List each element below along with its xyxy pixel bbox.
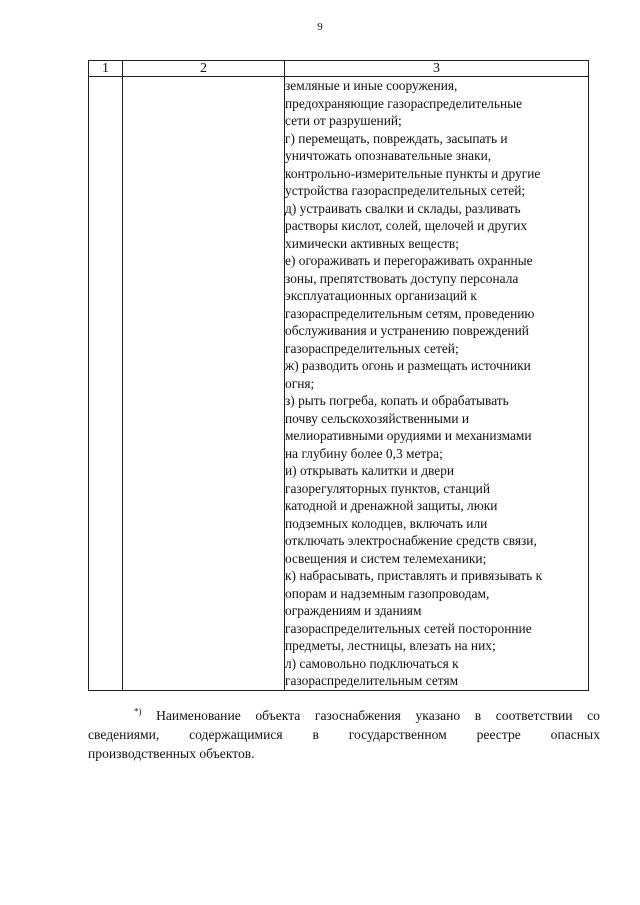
cell-text-line: к) набрасывать, приставлять и привязывать к <box>285 568 543 583</box>
table-header-row <box>89 61 589 77</box>
footnote-line-3: производственных объектов. <box>88 746 255 761</box>
cell-text-line: освещения и систем телемеханики; <box>285 550 487 566</box>
cell-text-line: на глубину более 0,3 метра; <box>285 445 443 461</box>
column-3-cell <box>285 77 589 691</box>
cell-text-line: мелиоративными орудиями и механизмами <box>285 428 532 443</box>
cell-text-line: отключать электроснабжение средств связи, <box>285 533 537 548</box>
cell-text-line: уничтожать опознавательные знаки, <box>285 148 492 163</box>
cell-text-line: растворы кислот, солей, щелочей и других <box>285 218 528 233</box>
cell-text-line: обслуживания и устранению повреждений <box>285 323 529 338</box>
cell-text-line: зоны, препятствовать доступу персонала <box>285 270 519 286</box>
column-number-2: 2 <box>123 61 285 77</box>
footnote <box>88 706 600 763</box>
column-number-1: 1 <box>89 61 123 77</box>
cell-text-line: эксплуатационных организаций к <box>285 288 477 303</box>
cell-text-line: химически активных веществ; <box>285 235 459 251</box>
cell-text-line: и) открывать калитки и двери <box>285 463 455 478</box>
cell-text-line: газораспределительных сетей посторонние <box>285 620 532 636</box>
cell-text-line: земляные и иные сооружения, <box>285 78 458 93</box>
footnote-line-1: Наименование объекта газоснабжения указано в соответствии со <box>156 708 600 723</box>
column-number-3: 3 <box>285 61 589 77</box>
cell-text-line: ограждениям и зданиям <box>285 603 422 618</box>
cell-text-line: предохраняющие газораспределительные <box>285 95 523 111</box>
cell-text-line: газораспределительным сетям, проведению <box>285 305 535 321</box>
continuation-table <box>88 60 589 691</box>
page-number: 9 <box>317 21 323 33</box>
cell-text-line: устройства газораспределительных сетей; <box>285 183 526 198</box>
cell-text-line: газорегуляторных пунктов, станций <box>285 480 491 496</box>
cell-text-line: огня; <box>285 375 315 391</box>
cell-text-line: катодной и дренажной защиты, люки <box>285 498 498 513</box>
footnote-marker: *) <box>134 706 142 717</box>
cell-text-line: газораспределительным сетям <box>285 673 459 688</box>
cell-text-line: подземных колодцев, включать или <box>285 515 488 531</box>
cell-text-line: г) перемещать, повреждать, засыпать и <box>285 130 508 146</box>
cell-text-line: д) устраивать свалки и склады, разливать <box>285 200 521 216</box>
column-1-cell <box>89 77 123 691</box>
cell-text-line: газораспределительных сетей; <box>285 340 459 356</box>
cell-text-line: л) самовольно подключаться к <box>285 655 459 671</box>
cell-text-line: з) рыть погреба, копать и обрабатывать <box>285 393 509 408</box>
cell-text-line: контрольно-измерительные пункты и другие <box>285 165 541 181</box>
cell-text-line: ж) разводить огонь и размещать источники <box>285 358 531 373</box>
column-2-cell <box>123 77 285 691</box>
cell-text-line: предметы, лестницы, влезать на них; <box>285 638 496 653</box>
table-row <box>89 77 589 691</box>
footnote-line-2: сведениями, содержащимися в государственном реестре опасных <box>88 727 600 742</box>
cell-text-line: сети от разрушений; <box>285 113 402 128</box>
cell-text-line: е) огораживать и перегораживать охранные <box>285 253 533 268</box>
cell-text-line: опорам и надземным газопроводам, <box>285 585 490 601</box>
cell-text-line: почву сельскохозяйственными и <box>285 410 470 426</box>
